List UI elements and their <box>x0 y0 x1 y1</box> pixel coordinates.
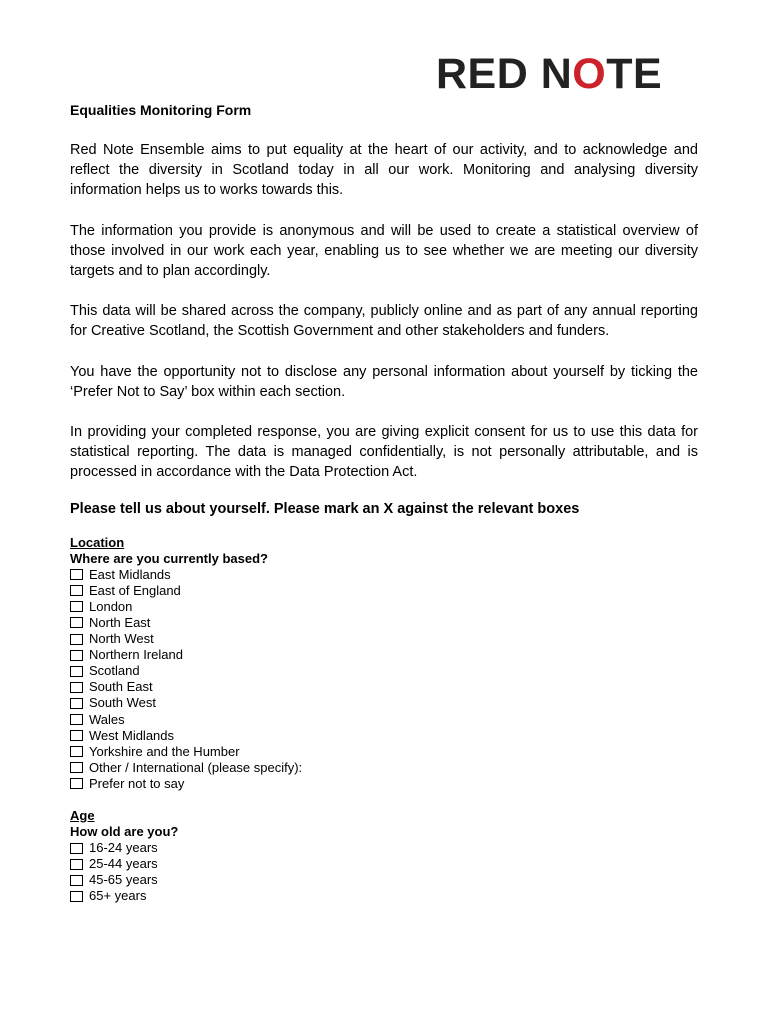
checkbox[interactable] <box>70 569 83 580</box>
option-london <box>70 599 698 615</box>
data-sharing-paragraph: This data will be shared across the company, publicly online and as part of any annual reporting for Creative Scotland, the Scottish Government and other stakeholders and funders. <box>70 303 698 340</box>
instruction-text: Please tell us about yourself. Please mark an X against the relevant boxes <box>70 500 580 517</box>
checkbox[interactable] <box>70 585 83 596</box>
option-prefer-not-to-say <box>70 776 698 792</box>
section-heading: Location <box>70 534 125 550</box>
checkbox[interactable] <box>70 875 83 886</box>
checkbox[interactable] <box>70 617 83 628</box>
option-east-midlands <box>70 567 698 583</box>
checkbox[interactable] <box>70 682 83 693</box>
checkbox[interactable] <box>70 730 83 741</box>
option-label: Prefer not to say <box>89 775 185 791</box>
option-label: London <box>89 598 133 614</box>
option-65-years <box>70 888 698 904</box>
option-label: Yorkshire and the Humber <box>89 743 240 759</box>
anonymity-paragraph: The information you provide is anonymous and will be used to create a statistical overview of those involved in our work each year, enabling us to see whether we are meeting our diversity targets and to plan accordingly. <box>70 222 698 280</box>
disclosure-paragraph: You have the opportunity not to disclose any personal information about yourself by ticking the ‘Prefer Not to Say’ box within each section. <box>70 363 698 400</box>
option-yorkshire-and-the-humber <box>70 744 698 760</box>
option-25-44-years <box>70 856 698 872</box>
checkbox[interactable] <box>70 666 83 677</box>
option-label: Northern Ireland <box>89 647 183 663</box>
section-age <box>70 808 698 904</box>
section-heading: Age <box>70 807 95 823</box>
option-label: 16-24 years <box>89 840 158 855</box>
checkbox[interactable] <box>70 698 83 709</box>
checkbox[interactable] <box>70 746 83 757</box>
option-label: Scotland <box>89 663 140 679</box>
logo-text-end: TE <box>606 50 663 98</box>
checkbox[interactable] <box>70 891 83 902</box>
option-west-midlands <box>70 728 698 744</box>
option-label: East Midlands <box>89 566 171 582</box>
checkbox[interactable] <box>70 601 83 612</box>
checkbox[interactable] <box>70 778 83 789</box>
option-label: East of England <box>89 582 181 598</box>
option-label: North East <box>89 614 151 630</box>
option-north-east <box>70 615 698 631</box>
page-title: Equalities Monitoring Form <box>70 102 252 118</box>
option-south-west <box>70 695 698 711</box>
option-north-west <box>70 631 698 647</box>
option-label: 45-65 years <box>89 872 158 888</box>
option-45-65-years <box>70 872 698 888</box>
option-label: Other / International (please specify): <box>89 759 303 775</box>
intro-paragraph: Red Note Ensemble aims to put equality at the heart of our activity, and to acknowledge and reflect the diversity in Scotland today in all our work. Monitoring and analysing diversity information helps us to works towards this. <box>70 142 698 199</box>
document-body <box>70 100 698 904</box>
section-question: How old are you? <box>70 823 179 839</box>
option-16-24-years <box>70 840 698 856</box>
option-scotland <box>70 663 698 679</box>
red-note-logo <box>436 52 662 96</box>
checkbox[interactable] <box>70 843 83 854</box>
logo-text-accent-o: O <box>572 50 607 98</box>
option-label: North West <box>89 631 154 647</box>
consent-paragraph: In providing your completed response, you are giving explicit consent for us to use this data for statistical reporting. The data is managed confidentially, is not personally attributable, and is processed in accordance with the Data Protection Act. <box>70 424 698 481</box>
option-label: 65+ years <box>89 888 147 904</box>
form-sections <box>70 535 698 905</box>
checkbox[interactable] <box>70 762 83 773</box>
logo-text-start: RED N <box>436 50 573 98</box>
option-list <box>70 840 698 904</box>
option-other-international-please-specify <box>70 760 698 776</box>
option-label: 25-44 years <box>89 856 158 872</box>
option-east-of-england <box>70 583 698 599</box>
checkbox[interactable] <box>70 859 83 870</box>
option-label: West Midlands <box>89 727 175 743</box>
option-list <box>70 567 698 792</box>
section-question: Where are you currently based? <box>70 550 268 566</box>
option-south-east <box>70 679 698 695</box>
checkbox[interactable] <box>70 650 83 661</box>
option-northern-ireland <box>70 647 698 663</box>
option-label: South East <box>89 679 153 695</box>
checkbox[interactable] <box>70 634 83 645</box>
section-location <box>70 535 698 792</box>
option-wales <box>70 711 698 727</box>
checkbox[interactable] <box>70 714 83 725</box>
option-label: South West <box>89 695 156 711</box>
option-label: Wales <box>89 711 125 727</box>
